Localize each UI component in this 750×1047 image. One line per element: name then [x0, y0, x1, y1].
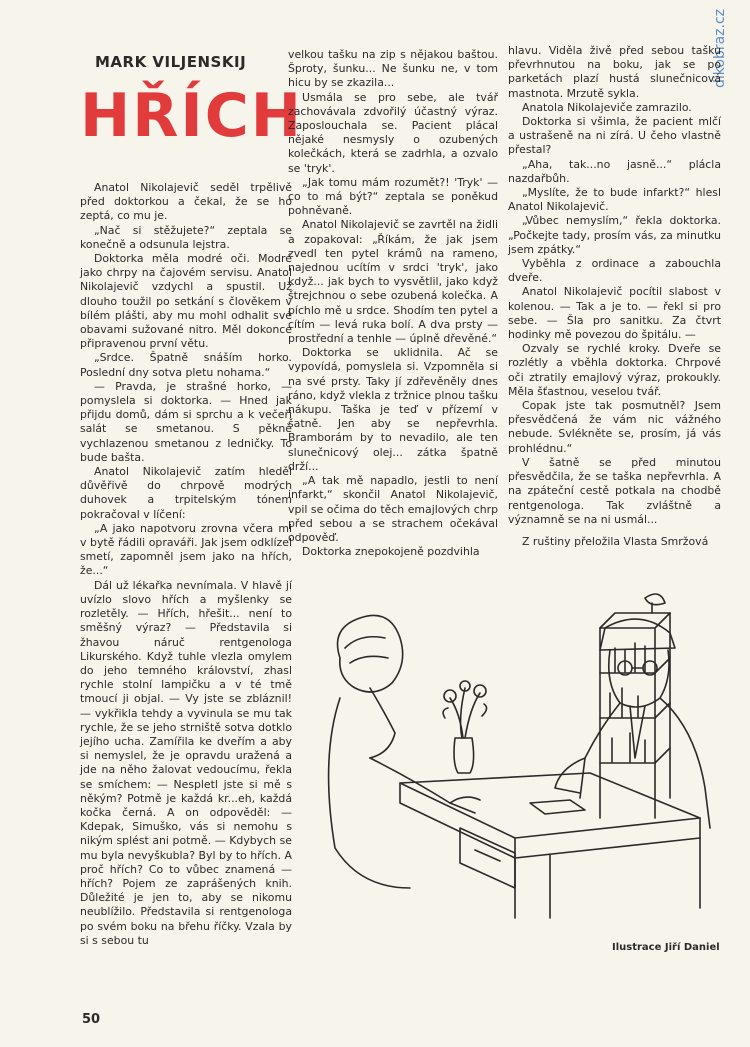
paragraph: Copak jste tak posmutněl? Jsem přesvědčená že vám nic vážného nebude. Svlékněte se, prosím, já vás prohlédnu.“ [508, 399, 721, 455]
paragraph: „A tak mě napadlo, jestli to není infarkt,“ skončil Anatol Nikolajevič, vpil se očima do těch emajlových chrp před sebou a se strachem očekával odpověď. [288, 474, 498, 544]
paragraph: Doktorka měla modré oči. Modré jako chrpy na čajovém servisu. Anatol Nikolajevič vzdychl a spustil. Už dlouho toužil po setkání s člověkem v bílém plášti, aby mu mohl odhalit své obavami sužované nitro. Měl dokonce připravenou první větu. [80, 252, 292, 351]
paragraph: „Myslíte, že to bude infarkt?“ hlesl Anatol Nikolajevič. [508, 186, 721, 214]
paragraph: Usmála se pro sebe, ale tvář zachovávala zdvořilý účastný výraz. Zaposlouchala se. Pacient plácal nějaké nesmysly o ozubených kolečkách, která se zadrhla, a ozvalo se 'tryk'. [288, 90, 498, 175]
paragraph: Dál už lékařka nevnímala. V hlavě jí uvízlo slovo hřích a myšlenky se rozletěly. — Hřích, hřešit... není to směšný výraz? — Představila si žhavou náruč rentgenologa Likurského. Když tuhle vlezla omylem do jeho temného království, zhasl rychle stolní lampičku a v té tmě tmoucí ji objal. — Vy jste se zbláznil! — vykřikla tehdy a vyvinula se mu tak rychle, že se jeho strniště sotva dotklo jejího ucha. Zamířila ke dveřím a aby si nemyslel, že je opravdu uražená a jde na něho žalovat vedoucímu, řekla se smíchem: — Nespletl jste si mě s někým? Potmě je každá kr...eh, každá kočka černá. A on odpověděl: — Kdepak, Simuško, vás si nemohu s nikým splést ani potmě. — Kdybych se mu byla nevyškubla? Byl by to hřích. A proč hřích? Co to vůbec znamená — hřích? Pojem ze zaprášených knih. Důležité je jen to, aby se nikomu neublížilo. Představila si rentgenologa po svém boku na břehu říčky. Vzala by si s sebou tu [80, 578, 292, 947]
paragraph: Anatol Nikolajevič pocítil slabost v kolenou. — Tak a je to. — řekl si pro sebe. — Šla pro sanitku. Za čtvrt hodinky mě povezou do špitálu. — [508, 285, 721, 342]
story-title: HŘÍCH [80, 81, 303, 151]
paragraph: Anatola Nikolajeviče zamrazilo. [522, 100, 692, 114]
lamp-shape [645, 594, 665, 613]
patient-figure [555, 619, 710, 828]
paragraph: „Nač si stěžujete?“ zeptala se konečně a odsunula lejstra. [80, 223, 292, 251]
paragraph: Doktorka znepokojeně pozdvihla [302, 545, 480, 559]
paragraph: V šatně se před minutou přesvědčila, že se taška nepřevrhla. A na zpáteční cestě potkala na chodbě rentgenologa. Tak zvláštně a významně se na ni usmál... [508, 455, 721, 526]
illustration-credit: Ilustrace Jiří Daniel [612, 942, 720, 953]
text-column-3 [508, 44, 721, 549]
paragraph: Anatol Nikolajevič seděl trpělivě před doktorkou a čekal, že se ho zeptá, co mu je. [80, 181, 292, 223]
paragraph: Vyběhla z ordinace a zabouchla dveře. [508, 257, 721, 285]
doctor-figure [329, 616, 480, 889]
paragraph: „A jako napotvoru zrovna včera mi v bytě řádili opraváři. Jak jsem odklízel smetí, zapomněl jsem jako na hřích, že...“ [80, 521, 292, 578]
paragraph: Doktorka si všimla, že pacient mlčí a ustrašeně na ni zírá. U čeho vlastně přestal? [508, 115, 721, 157]
paragraph: „Aha, tak...no jasně...“ plácla nazdařbůh. [508, 157, 721, 185]
paragraph: Anatol Nikolajevič se zavrtěl na židli a zopakoval: „Říkám, že jak jsem zvedl ten pytel krámů na rameno, najednou ucítím v srdci 'tryk', jako když... jak bych to vysvětlil, jako když štrejchnou o sebe ozubená kolečka. A píchlo mě u srdce. Shodím ten pytel a cítím — levá ruka bolí. A dva prsty — prostřední a tenhle — úplně dřevěné.“ [288, 218, 498, 346]
paragraph: Anatol Nikolajevič zatím hleděl důvěřivě do chrpově modrých duhovek a trpitelským tónem pokračoval v líčení: [80, 465, 292, 521]
paragraph: „Srdce. Špatně snáším horko. Poslední dny sotva pletu nohama.“ [80, 351, 292, 379]
paragraph: „Vůbec nemyslím,“ řekla doktorka. „Počkejte tady, prosím vás, za minutku jsem zpátky.“ [508, 214, 721, 256]
site-watermark: dikobraz.cz [712, 8, 728, 88]
paragraph: velkou tašku na zip s nějakou baštou. Šproty, šunku... Ne šunku ne, v tom hicu by se zkazila... [288, 48, 498, 90]
author-name: MARK VILJENSKIJ [95, 53, 247, 71]
page-number: 50 [82, 1012, 101, 1027]
paragraph: Doktorka se uklidnila. Ač se vypovídá, pomyslela si. Vzpomněla si na své prsty. Taky jí zdřevěněly dnes ráno, když vlekla z tržnice plnou tašku nákupu. Taška je teď v přízemí v šatně. Jen aby se nepřevrhla. Bramborám by to nevadilo, ale ten slunečnicový olej... zátka špatně drží... [288, 346, 498, 473]
cartoon-illustration [300, 588, 730, 948]
paragraph: — Pravda, je strašné horko, — pomyslela si doktorka. — Hned jak přijdu domů, dám si sprchu a k večeři salát se smetanou. S pěkně vychlazenou smetanou z ledničky. To bude bašta. [80, 379, 292, 464]
paragraph: hlavu. Viděla živě před sebou tašku převrhnutou na boku, jak se po parketách plazí hustá slunečnicová mastnota. Mrzutě sykla. [508, 44, 721, 100]
paragraph: Ozvaly se rychlé kroky. Dveře se rozlétly a vběhla doktorka. Chrpové oči ztratily emajlový výraz, prokoukly. Měla šťastnou, veselou tvář. [508, 342, 721, 398]
text-column-1 [80, 181, 292, 948]
flower-vase [443, 681, 486, 773]
translator-credit: Z ruštiny přeložila Vlasta Smržová [522, 534, 709, 548]
text-column-2 [288, 48, 498, 559]
paragraph: „Jak tomu mám rozumět?! 'Tryk' — co to má být?“ zeptala se poněkud pohněvaně. [288, 175, 498, 218]
